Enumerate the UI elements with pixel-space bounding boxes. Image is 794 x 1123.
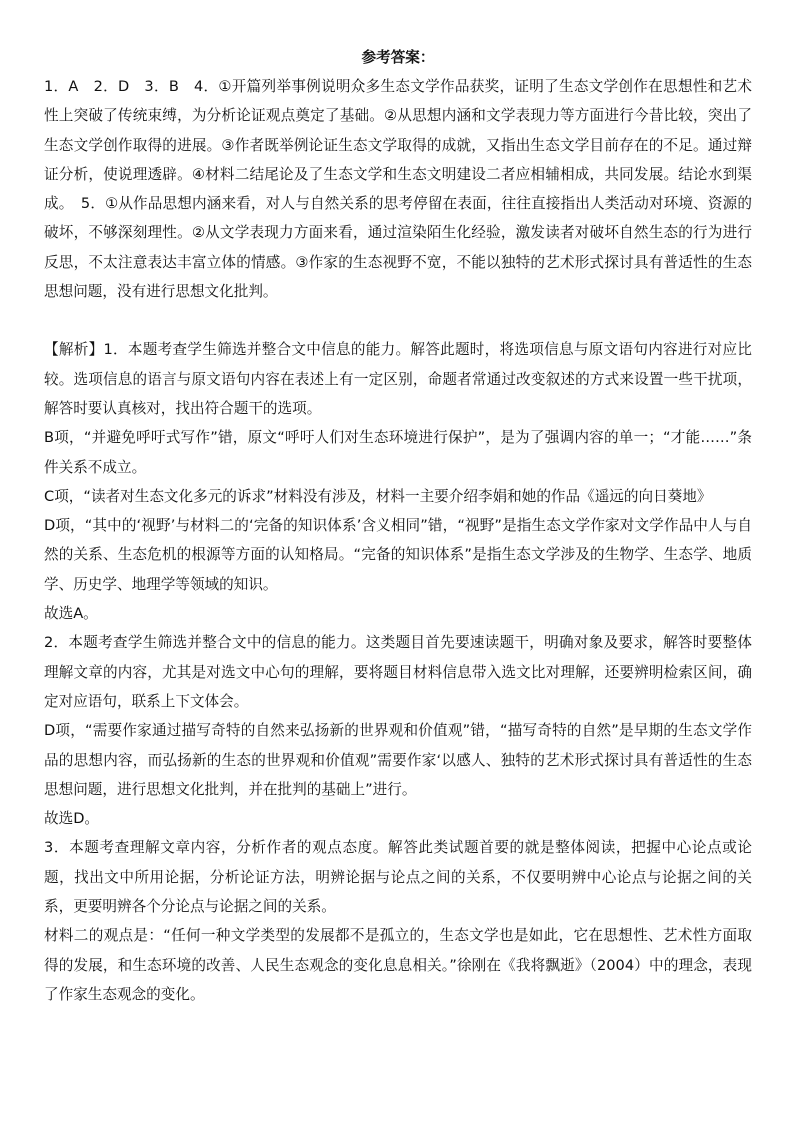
answer-document	[44, 44, 752, 1009]
analysis-q1-option-b: B项，“并避免呼吁式写作”错，原文“呼吁人们对生态环境进行保护”，是为了强调内容的单一；“才能……”条件关系不成立。	[44, 429, 752, 476]
analysis-q2-intro: 2．本题考查学生筛选并整合文中的信息的能力。这类题目首先要速读题干，明确对象及要求，解答时要整体理解文章的内容，尤其是对选文中心句的理解，要将题目材料信息带入选文比对理解，还要辨明检索区间，确定对应语句，联系上下文体会。	[44, 634, 752, 710]
analysis-q3-viewpoint: 材料二的观点是：“任何一种文学类型的发展都不是孤立的，生态文学也是如此，它在思想性、艺术性方面取得的发展，和生态环境的改善、人民生态观念的变化息息相关。”徐刚在《我将飘逝》（2004）中的理念，表现了作家生态观念的变化。	[44, 927, 752, 1003]
analysis-q1-intro-text: 1．本题考查学生筛选并整合文中信息的能力。解答此题时，将选项信息与原文语句内容进行对应比较。选项信息的语言与原文语句内容在表述上有一定区别，命题者常通过改变叙述的方式来设置一些干扰项，解答时要认真核对，找出符合题干的选项。	[44, 341, 752, 417]
analysis-q1-option-c: C项，“读者对生态文化多元的诉求”材料没有涉及，材料一主要介绍李娟和她的作品《遥远的向日葵地》	[44, 487, 712, 505]
analysis-q3-intro: 3．本题考查理解文章内容，分析作者的观点态度。解答此类试题首要的就是整体阅读，把握中心论点或论题，找出文中所用论据，分析论证方法，明辨论据与论点之间的关系，不仅要明辨中心论点与论据之间的关系，更要明辨各个分论点与论据之间的关系。	[44, 839, 752, 916]
analysis-q1-choice: 故选A。	[44, 605, 98, 623]
answer-paragraph: 1．A 2．D 3．B 4．①开篇列举事例说明众多生态文学作品获奖，证明了生态文学创作在思想性和艺术性上突破了传统束缚，为分析论证观点奠定了基础。②从思想内涵和文学表现力等方面进行今昔比较，突出了生态文学创作取得的进展。③作者既举例论证生态文学取得的成就，又指出生态文学目前存在的不足。通过辩证分析，使说理透辟。④材料二结尾论及了生态文学和生态文明建设二者应相辅相成，共同发展。结论水到渠成。 5．①从作品思想内涵来看，对人与自然关系的思考停留在表面，往往直接指出人类活动对环境、资源的破坏，不够深刻理性。②从文学表现力方面来看，通过渲染陌生化经验，激发读者对破坏自然生态的行为进行反思，不太注意表达丰富立体的情感。③作家的生态视野不宽，不能以独特的艺术形式探讨具有普适性的生态思想问题，没有进行思想文化批判。	[44, 78, 752, 301]
section-gap	[44, 306, 752, 335]
page-title: 参考答案：	[361, 49, 435, 66]
analysis-q1-option-d: D项，“其中的‘视野’与材料二的‘完备的知识体系’含义相同”错，“视野”是指生态文学作家对文学作品中人与自然的关系、生态危机的根源等方面的认知格局。“完备的知识体系”是指生态文学涉及的生物学、生态学、地质学、历史学、地理学等领域的知识。	[44, 517, 752, 593]
analysis-q2-option-d: D项，“需要作家通过描写奇特的自然来弘扬新的世界观和价值观”错，“描写奇特的自然”是早期的生态文学作品的思想内容，而弘扬新的生态的世界观和价值观”需要作家‘以感人、独特的艺术形式探讨具有普适性的生态思想问题，进行思想文化批判，并在批判的基础上”进行。	[44, 722, 752, 798]
analysis-tag: 【解析】	[44, 341, 104, 359]
analysis-q2-choice: 故选D。	[44, 810, 100, 828]
analysis-q1-intro	[44, 335, 752, 423]
